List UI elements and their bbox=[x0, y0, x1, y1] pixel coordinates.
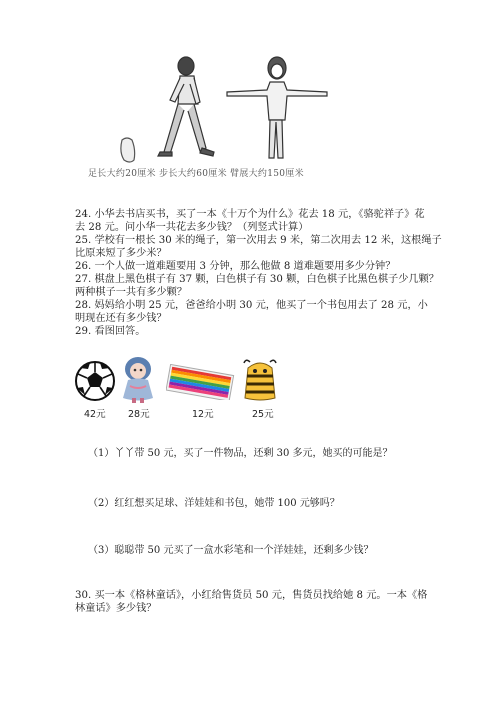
foot-icon bbox=[121, 138, 135, 162]
question-30-line-2: 林童话》多少钱？ bbox=[75, 603, 157, 614]
question-27-line-1: 27. 棋盘上黑色棋子有 37 颗，白色棋子有 30 颗，白色棋子比黑色棋子少几颗？ bbox=[75, 274, 439, 285]
question-30-line-1: 30. 买一本《格林童话》，小红给售货员 50 元，售货员找给她 8 元。一本《格 bbox=[75, 590, 428, 601]
watercolor-pens-icon bbox=[166, 364, 236, 400]
standing-girl-icon bbox=[227, 57, 327, 158]
subquestion-2: （2）红红想买足球、洋娃娃和书包，她带 100 元够吗？ bbox=[88, 498, 340, 509]
figure-caption: 足长大约20厘米 步长大约60厘米 臂展大约150厘米 bbox=[88, 169, 304, 179]
question-25-line-1: 25. 学校有一根长 30 米的绳子，第一次用去 9 米，第二次用去 12 米，这根绳子 bbox=[75, 235, 442, 246]
question-24-line-2: 去 28 元。问小华一共花去多少钱？（列竖式计算） bbox=[75, 222, 309, 233]
subquestion-3: （3）聪聪带 50 元买了一盒水彩笔和一个洋娃娃，还剩多少钱？ bbox=[88, 545, 374, 556]
question-28-line-1: 28. 妈妈给小明 25 元，爸爸给小明 30 元，他买了一个书包用去了 28 元，小 bbox=[75, 300, 428, 311]
question-27-line-2: 两种棋子一共有多少颗？ bbox=[75, 287, 188, 298]
question-25-line-2: 比原来短了多少米？ bbox=[75, 248, 167, 259]
question-29: 29. 看图回答。 bbox=[75, 326, 146, 337]
school-bag-icon bbox=[240, 358, 280, 402]
question-24-line-1: 24. 小华去书店买书，买了一本《十万个为什么》花去 18 元，《骆驼祥子》花 bbox=[75, 209, 425, 220]
doll-price: 28元 bbox=[128, 409, 150, 420]
question-28-line-2: 明现在还有多少钱？ bbox=[75, 313, 167, 324]
soccer-ball-icon bbox=[74, 360, 116, 402]
body-measure-illustration bbox=[110, 52, 340, 166]
walking-boy-icon bbox=[158, 57, 214, 156]
ball-price: 42元 bbox=[84, 409, 106, 420]
subquestion-1: （1）丫丫带 50 元，买了一件物品，还剩 30 多元，她买的可能是？ bbox=[88, 448, 393, 459]
bag-price: 25元 bbox=[252, 409, 274, 420]
question-26: 26. 一个人做一道难题要用 3 分钟，那么他做 8 道难题要用多少分钟？ bbox=[75, 261, 396, 272]
pens-price: 12元 bbox=[192, 409, 214, 420]
doll-icon bbox=[120, 356, 156, 404]
